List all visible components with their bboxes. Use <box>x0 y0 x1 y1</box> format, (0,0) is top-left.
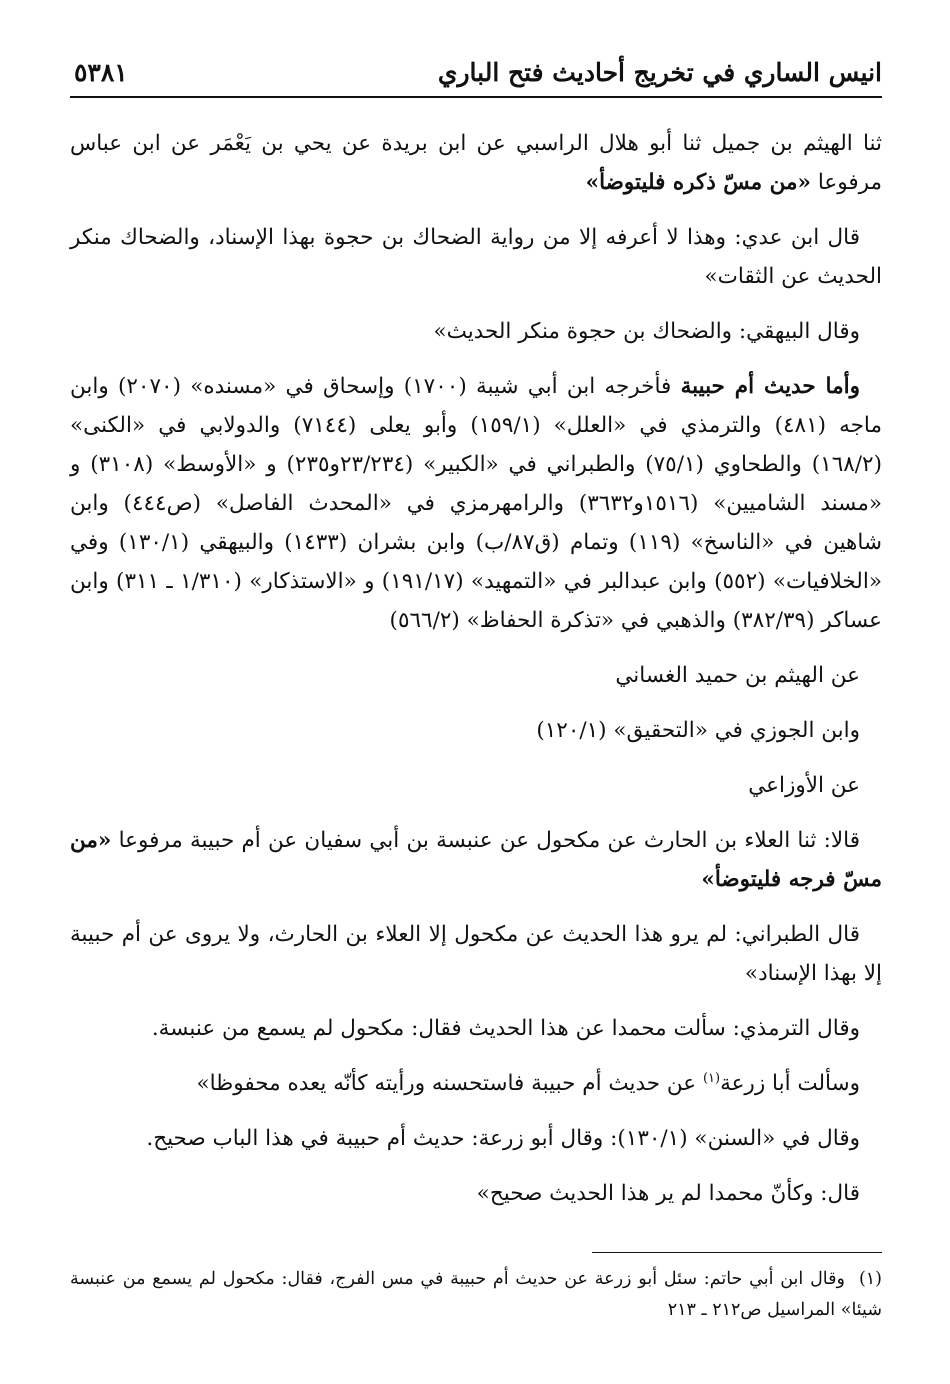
quote-abu-zura: وسألت أبا زرعة$^{(١)}$ عن حديث أم حبيبة فاستحسنه ورأيته كأنّه يعده محفوظا» <box>196 1070 860 1096</box>
footnote-divider <box>592 1252 882 1253</box>
section-heading: وأما حديث أم حبيبة <box>680 374 860 399</box>
page-number: ٥٣٨١ <box>74 58 128 87</box>
chain-line-haytham: عن الهيثم بن حميد الغساني <box>615 663 860 688</box>
quote-conclusion: قال: وكأنّ محمدا لم ير هذا الحديث صحيح» <box>476 1181 860 1206</box>
book-title: انيس الساري في تخريج أحاديث فتح الباري <box>437 58 882 87</box>
footnote-number: (١) <box>858 1269 882 1289</box>
footnote-reference[interactable]: (١) <box>702 1070 721 1086</box>
document-page <box>70 52 882 1352</box>
hadith-chain-umm-habiba: قالا: ثنا العلاء بن الحارث عن مكحول عن عنبسة بن أبي سفيان عن أم حبيبة مرفوعا «من مسّ فرجه فليتوضأ» <box>70 828 882 892</box>
chain-line-ibn-jawzi: وابن الجوزي في «التحقيق» (١٢٠/١) <box>536 718 860 743</box>
quote-sunan: وقال في «السنن» (١٣٠/١): وقال أبو زرعة: حديث أم حبيبة في هذا الباب صحيح. <box>146 1126 860 1151</box>
quote-tabarani: قال الطبراني: لم يرو هذا الحديث عن مكحول إلا العلاء بن الحارث، ولا يروى عن أم حبيبة إلا بهذا الإسناد» <box>70 922 882 986</box>
hadith-text: «من مسّ فرجه فليتوضأ» <box>70 828 882 892</box>
quote-ibn-adi: قال ابن عدي: وهذا لا أعرفه إلا من رواية الضحاك بن حجوة بهذا الإسناد، والضحاك منكر الحديث عن الثقات» <box>70 225 882 289</box>
hadith-chain-ibn-abbas: ثنا الهيثم بن جميل ثنا أبو هلال الراسبي عن ابن بريدة عن يحي بن يَعْمَر عن ابن عباس مرفوعا «من مسّ ذكره فليتوضأ» <box>70 131 882 195</box>
hadith-text: «من مسّ ذكره فليتوضأ» <box>585 170 811 195</box>
quote-tirmidhi: وقال الترمذي: سألت محمدا عن هذا الحديث فقال: مكحول لم يسمع من عنبسة. <box>151 1016 860 1041</box>
footnote <box>70 1264 882 1326</box>
takhrij-umm-habiba: وأما حديث أم حبيبة فأخرجه ابن أبي شيبة (١٧٠٠) وإسحاق في «مسنده» (٢٠٧٠) وابن ماجه (٤٨١) والترمذي في «العلل» (١٥٩/١) وأبو يعلى (٧١٤٤) والدولابي في «الكنى» (١٦٨/٢) والطحاوي (٧٥/١) والطبراني في «الكبير» (٢٣/٢٣٤و٢٣٥) و «الأوسط» (٣١٠٨) و «مسند الشاميين» (١٥١٦و٣٦٣٢) والرامهرمزي في «المحدث الفاصل» (ص٤٤٤) وابن شاهين في «الناسخ» (١١٩) وتمام (ق٨٧/ب) وابن بشران (١٤٣٣) والبيهقي (١٣٠/١) وفي «الخلافيات» (٥٥٢) وابن عبدالبر في «التمهيد» (١٩١/١٧) و «الاستذكار» (١/٣١٠ ـ ٣١١) وابن عساكر (٣٨٢/٣٩) والذهبي في «تذكرة الحفاظ» (٥٦٦/٢) <box>70 374 882 633</box>
page-header <box>70 52 882 98</box>
footnote-text: وقال ابن أبي حاتم: سئل أبو زرعة عن حديث أم حبيبة في مس الفرج، فقال: مكحول لم يسمع من عنبسة شيئا» المراسيل ص٢١٢ ـ ٢١٣ <box>70 1269 882 1320</box>
main-text <box>70 124 882 1213</box>
chain-line-awzai: عن الأوزاعي <box>748 773 860 798</box>
quote-bayhaqi: وقال البيهقي: والضحاك بن حجوة منكر الحديث» <box>433 319 860 344</box>
